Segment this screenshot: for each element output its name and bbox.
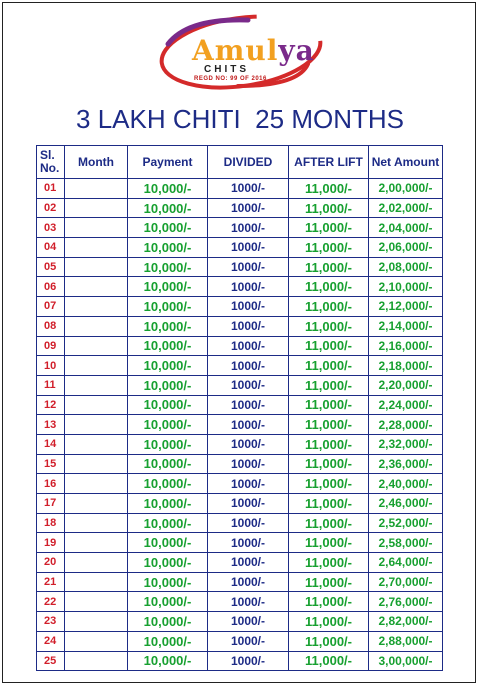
serial-number-cell: 18 — [37, 513, 65, 533]
table-row — [37, 631, 443, 651]
serial-number-cell: 24 — [37, 631, 65, 651]
divided-cell: 1000/- — [208, 651, 289, 671]
serial-number-cell: 19 — [37, 533, 65, 553]
divided-cell: 1000/- — [208, 572, 289, 592]
serial-number-cell: 25 — [37, 651, 65, 671]
net-amount-cell: 2,52,000/- — [369, 513, 443, 533]
divided-cell: 1000/- — [208, 375, 289, 395]
month-cell — [65, 257, 128, 277]
table-row — [37, 356, 443, 376]
header-month: Month — [65, 146, 128, 179]
table-row — [37, 179, 443, 199]
payment-cell: 10,000/- — [128, 612, 208, 632]
after-lift-cell: 11,000/- — [289, 277, 369, 297]
table-row — [37, 474, 443, 494]
payment-cell: 10,000/- — [128, 592, 208, 612]
net-amount-cell: 2,36,000/- — [369, 454, 443, 474]
divided-cell: 1000/- — [208, 238, 289, 258]
divided-cell: 1000/- — [208, 395, 289, 415]
table-body — [37, 179, 443, 671]
net-amount-cell: 3,00,000/- — [369, 651, 443, 671]
serial-number-cell: 13 — [37, 415, 65, 435]
serial-number-cell: 07 — [37, 297, 65, 317]
table-row — [37, 238, 443, 258]
table-row — [37, 553, 443, 573]
serial-number-cell: 04 — [37, 238, 65, 258]
logo-wordmark: Amulya — [192, 34, 315, 67]
net-amount-cell: 2,06,000/- — [369, 238, 443, 258]
net-amount-cell: 2,82,000/- — [369, 612, 443, 632]
net-amount-cell: 2,10,000/- — [369, 277, 443, 297]
after-lift-cell: 11,000/- — [289, 395, 369, 415]
divided-cell: 1000/- — [208, 434, 289, 454]
after-lift-cell: 11,000/- — [289, 434, 369, 454]
serial-number-cell: 08 — [37, 316, 65, 336]
net-amount-cell: 2,24,000/- — [369, 395, 443, 415]
serial-number-cell: 14 — [37, 434, 65, 454]
divided-cell: 1000/- — [208, 277, 289, 297]
month-cell — [65, 631, 128, 651]
after-lift-cell: 11,000/- — [289, 218, 369, 238]
month-cell — [65, 238, 128, 258]
table-row — [37, 395, 443, 415]
table-row — [37, 198, 443, 218]
table-row — [37, 612, 443, 632]
month-cell — [65, 533, 128, 553]
payment-cell: 10,000/- — [128, 494, 208, 514]
divided-cell: 1000/- — [208, 454, 289, 474]
table-row — [37, 336, 443, 356]
divided-cell: 1000/- — [208, 179, 289, 199]
net-amount-cell: 2,76,000/- — [369, 592, 443, 612]
month-cell — [65, 513, 128, 533]
after-lift-cell: 11,000/- — [289, 651, 369, 671]
payment-cell: 10,000/- — [128, 218, 208, 238]
net-amount-cell: 2,14,000/- — [369, 316, 443, 336]
payment-cell: 10,000/- — [128, 336, 208, 356]
after-lift-cell: 11,000/- — [289, 316, 369, 336]
table-row — [37, 572, 443, 592]
net-amount-cell: 2,88,000/- — [369, 631, 443, 651]
month-cell — [65, 277, 128, 297]
payment-cell: 10,000/- — [128, 553, 208, 573]
serial-number-cell: 09 — [37, 336, 65, 356]
table-row — [37, 218, 443, 238]
divided-cell: 1000/- — [208, 218, 289, 238]
after-lift-cell: 11,000/- — [289, 494, 369, 514]
table-row — [37, 454, 443, 474]
divided-cell: 1000/- — [208, 513, 289, 533]
page-title: 3 LAKH CHITI 25 MONTHS — [76, 104, 404, 134]
month-cell — [65, 316, 128, 336]
month-cell — [65, 336, 128, 356]
net-amount-cell: 2,46,000/- — [369, 494, 443, 514]
payment-cell: 10,000/- — [128, 631, 208, 651]
net-amount-cell: 2,08,000/- — [369, 257, 443, 277]
after-lift-cell: 11,000/- — [289, 238, 369, 258]
divided-cell: 1000/- — [208, 336, 289, 356]
after-lift-cell: 11,000/- — [289, 553, 369, 573]
header-after-lift: AFTER LIFT — [289, 146, 369, 179]
divided-cell: 1000/- — [208, 297, 289, 317]
serial-number-cell: 10 — [37, 356, 65, 376]
month-cell — [65, 474, 128, 494]
month-cell — [65, 572, 128, 592]
after-lift-cell: 11,000/- — [289, 356, 369, 376]
header-sl-no: Sl. No. — [37, 146, 65, 179]
month-cell — [65, 553, 128, 573]
after-lift-cell: 11,000/- — [289, 179, 369, 199]
divided-cell: 1000/- — [208, 198, 289, 218]
payment-cell: 10,000/- — [128, 474, 208, 494]
month-cell — [65, 434, 128, 454]
divided-cell: 1000/- — [208, 592, 289, 612]
serial-number-cell: 15 — [37, 454, 65, 474]
month-cell — [65, 415, 128, 435]
after-lift-cell: 11,000/- — [289, 375, 369, 395]
chit-schedule-table — [36, 145, 443, 671]
divided-cell: 1000/- — [208, 631, 289, 651]
divided-cell: 1000/- — [208, 612, 289, 632]
payment-cell: 10,000/- — [128, 257, 208, 277]
table-row — [37, 592, 443, 612]
serial-number-cell: 20 — [37, 553, 65, 573]
payment-cell: 10,000/- — [128, 297, 208, 317]
divided-cell: 1000/- — [208, 474, 289, 494]
after-lift-cell: 11,000/- — [289, 572, 369, 592]
serial-number-cell: 17 — [37, 494, 65, 514]
month-cell — [65, 494, 128, 514]
table-row — [37, 316, 443, 336]
header-payment: Payment — [128, 146, 208, 179]
payment-cell: 10,000/- — [128, 316, 208, 336]
month-cell — [65, 612, 128, 632]
payment-cell: 10,000/- — [128, 572, 208, 592]
payment-cell: 10,000/- — [128, 533, 208, 553]
logo-subtitle: CHITS — [204, 64, 249, 75]
after-lift-cell: 11,000/- — [289, 612, 369, 632]
net-amount-cell: 2,32,000/- — [369, 434, 443, 454]
serial-number-cell: 23 — [37, 612, 65, 632]
net-amount-cell: 2,16,000/- — [369, 336, 443, 356]
table-row — [37, 375, 443, 395]
table-row — [37, 651, 443, 671]
month-cell — [65, 218, 128, 238]
month-cell — [65, 375, 128, 395]
payment-cell: 10,000/- — [128, 454, 208, 474]
serial-number-cell: 06 — [37, 277, 65, 297]
after-lift-cell: 11,000/- — [289, 198, 369, 218]
month-cell — [65, 454, 128, 474]
month-cell — [65, 356, 128, 376]
logo-registration: REGD NO: 99 OF 2016 — [194, 76, 267, 82]
serial-number-cell: 16 — [37, 474, 65, 494]
net-amount-cell: 2,70,000/- — [369, 572, 443, 592]
payment-cell: 10,000/- — [128, 179, 208, 199]
header-net-amount: Net Amount — [369, 146, 443, 179]
net-amount-cell: 2,00,000/- — [369, 179, 443, 199]
payment-cell: 10,000/- — [128, 395, 208, 415]
divided-cell: 1000/- — [208, 257, 289, 277]
month-cell — [65, 297, 128, 317]
payment-cell: 10,000/- — [128, 513, 208, 533]
table-row — [37, 494, 443, 514]
net-amount-cell: 2,58,000/- — [369, 533, 443, 553]
payment-cell: 10,000/- — [128, 277, 208, 297]
divided-cell: 1000/- — [208, 356, 289, 376]
serial-number-cell: 11 — [37, 375, 65, 395]
table-row — [37, 277, 443, 297]
net-amount-cell: 2,04,000/- — [369, 218, 443, 238]
table-row — [37, 533, 443, 553]
net-amount-cell: 2,20,000/- — [369, 375, 443, 395]
month-cell — [65, 395, 128, 415]
table-row — [37, 434, 443, 454]
table-row — [37, 257, 443, 277]
after-lift-cell: 11,000/- — [289, 257, 369, 277]
net-amount-cell: 2,40,000/- — [369, 474, 443, 494]
serial-number-cell: 12 — [37, 395, 65, 415]
after-lift-cell: 11,000/- — [289, 454, 369, 474]
month-cell — [65, 651, 128, 671]
after-lift-cell: 11,000/- — [289, 336, 369, 356]
divided-cell: 1000/- — [208, 553, 289, 573]
payment-cell: 10,000/- — [128, 198, 208, 218]
serial-number-cell: 21 — [37, 572, 65, 592]
month-cell — [65, 592, 128, 612]
payment-cell: 10,000/- — [128, 415, 208, 435]
payment-cell: 10,000/- — [128, 375, 208, 395]
net-amount-cell: 2,64,000/- — [369, 553, 443, 573]
after-lift-cell: 11,000/- — [289, 631, 369, 651]
divided-cell: 1000/- — [208, 316, 289, 336]
after-lift-cell: 11,000/- — [289, 533, 369, 553]
net-amount-cell: 2,12,000/- — [369, 297, 443, 317]
serial-number-cell: 01 — [37, 179, 65, 199]
serial-number-cell: 02 — [37, 198, 65, 218]
table-header-row — [37, 146, 443, 179]
payment-cell: 10,000/- — [128, 238, 208, 258]
divided-cell: 1000/- — [208, 533, 289, 553]
month-cell — [65, 179, 128, 199]
divided-cell: 1000/- — [208, 494, 289, 514]
after-lift-cell: 11,000/- — [289, 474, 369, 494]
table-row — [37, 415, 443, 435]
table-row — [37, 513, 443, 533]
header-divided: DIVIDED — [208, 146, 289, 179]
table-row — [37, 297, 443, 317]
amulya-chits-logo — [158, 14, 324, 90]
after-lift-cell: 11,000/- — [289, 297, 369, 317]
net-amount-cell: 2,02,000/- — [369, 198, 443, 218]
payment-cell: 10,000/- — [128, 651, 208, 671]
net-amount-cell: 2,18,000/- — [369, 356, 443, 376]
serial-number-cell: 05 — [37, 257, 65, 277]
serial-number-cell: 22 — [37, 592, 65, 612]
after-lift-cell: 11,000/- — [289, 592, 369, 612]
net-amount-cell: 2,28,000/- — [369, 415, 443, 435]
month-cell — [65, 198, 128, 218]
serial-number-cell: 03 — [37, 218, 65, 238]
payment-cell: 10,000/- — [128, 356, 208, 376]
divided-cell: 1000/- — [208, 415, 289, 435]
payment-cell: 10,000/- — [128, 434, 208, 454]
after-lift-cell: 11,000/- — [289, 415, 369, 435]
after-lift-cell: 11,000/- — [289, 513, 369, 533]
